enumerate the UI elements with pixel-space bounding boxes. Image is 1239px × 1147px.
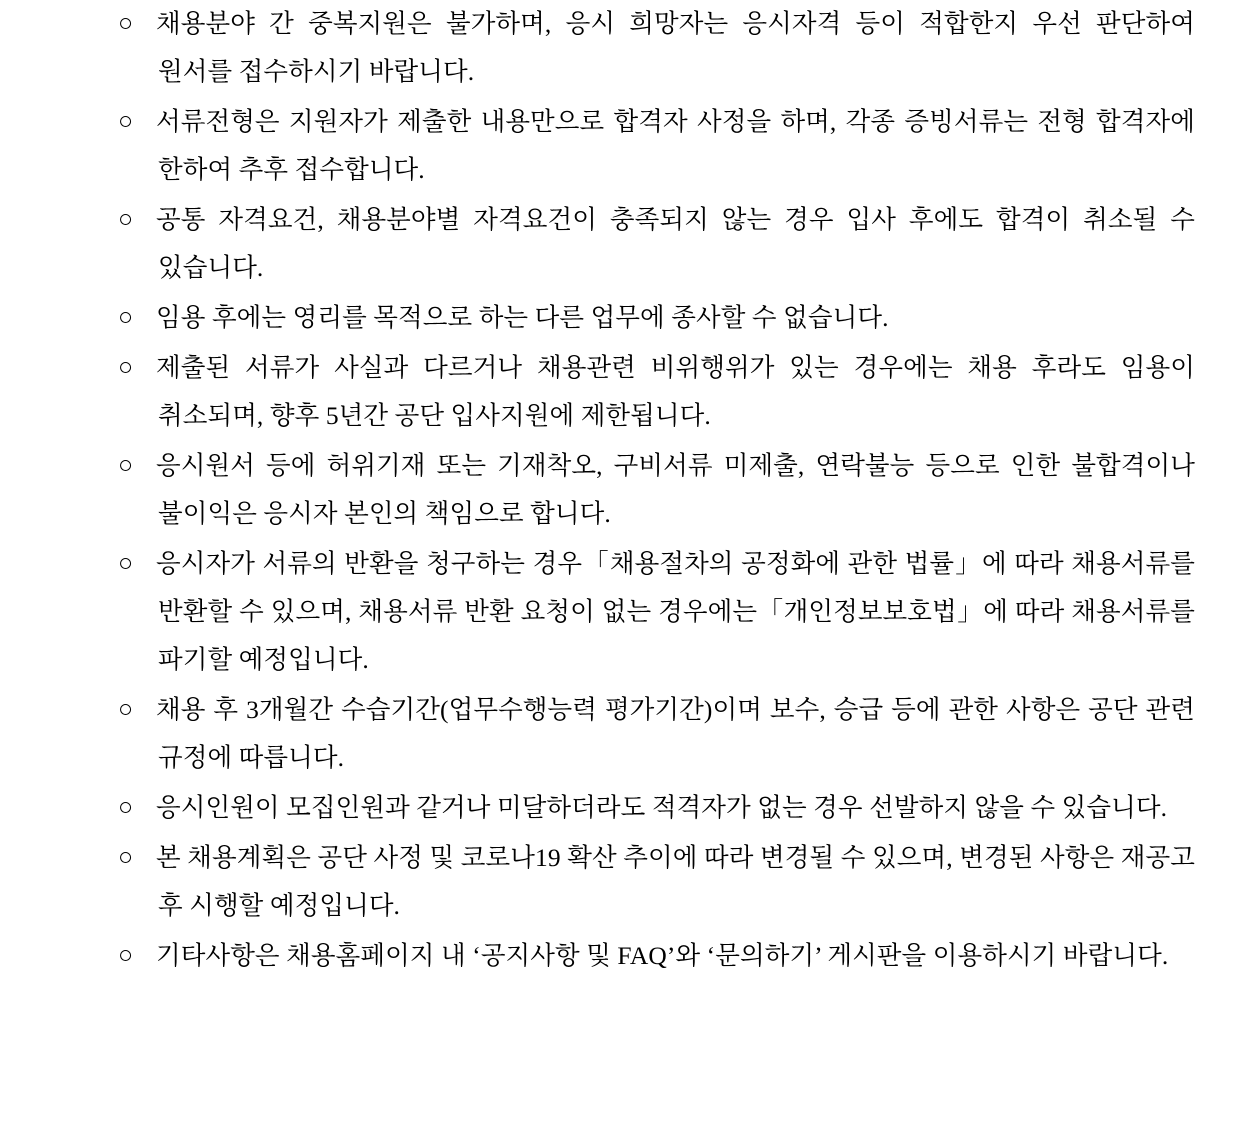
circle-bullet-icon: ○ bbox=[118, 794, 134, 821]
notice-text: 기타사항은 채용홈페이지 내 ‘공지사항 및 FAQ’와 ‘문의하기’ 게시판을 이용하시기 바랍니다. bbox=[156, 941, 1169, 970]
circle-bullet-icon: ○ bbox=[118, 206, 134, 233]
notice-text: 제출된 서류가 사실과 다르거나 채용관련 비위행위가 있는 경우에는 채용 후라도 임용이 취소되며, 향후 5년간 공단 입사지원에 제한됩니다. bbox=[156, 353, 1195, 430]
circle-bullet-icon: ○ bbox=[118, 550, 134, 577]
list-item bbox=[118, 540, 1199, 684]
circle-bullet-icon: ○ bbox=[118, 844, 134, 871]
circle-bullet-icon: ○ bbox=[118, 452, 134, 479]
list-item bbox=[118, 932, 1199, 980]
notice-text: 응시인원이 모집인원과 같거나 미달하더라도 적격자가 없는 경우 선발하지 않을 수 있습니다. bbox=[156, 793, 1168, 822]
list-item bbox=[118, 834, 1199, 930]
list-item bbox=[118, 784, 1199, 832]
circle-bullet-icon: ○ bbox=[118, 108, 134, 135]
notice-text: 공통 자격요건, 채용분야별 자격요건이 충족되지 않는 경우 입사 후에도 합격이 취소될 수 있습니다. bbox=[156, 205, 1195, 282]
list-item bbox=[118, 294, 1199, 342]
circle-bullet-icon: ○ bbox=[118, 942, 134, 969]
list-item bbox=[118, 442, 1199, 538]
notice-text: 서류전형은 지원자가 제출한 내용만으로 합격자 사정을 하며, 각종 증빙서류는 전형 합격자에 한하여 추후 접수합니다. bbox=[156, 107, 1195, 184]
notice-text: 채용 후 3개월간 수습기간(업무수행능력 평가기간)이며 보수, 승급 등에 관한 사항은 공단 관련 규정에 따릅니다. bbox=[156, 695, 1195, 772]
notice-text: 채용분야 간 중복지원은 불가하며, 응시 희망자는 응시자격 등이 적합한지 우선 판단하여 원서를 접수하시기 바랍니다. bbox=[156, 9, 1195, 86]
list-item bbox=[118, 98, 1199, 194]
notice-text: 응시원서 등에 허위기재 또는 기재착오, 구비서류 미제출, 연락불능 등으로 인한 불합격이나 불이익은 응시자 본인의 책임으로 합니다. bbox=[156, 451, 1195, 528]
circle-bullet-icon: ○ bbox=[118, 354, 134, 381]
notice-text: 임용 후에는 영리를 목적으로 하는 다른 업무에 종사할 수 없습니다. bbox=[156, 303, 889, 332]
list-item bbox=[118, 0, 1199, 96]
circle-bullet-icon: ○ bbox=[118, 304, 134, 331]
list-item bbox=[118, 196, 1199, 292]
circle-bullet-icon: ○ bbox=[118, 696, 134, 723]
list-item bbox=[118, 686, 1199, 782]
list-item bbox=[118, 344, 1199, 440]
notice-text: 본 채용계획은 공단 사정 및 코로나19 확산 추이에 따라 변경될 수 있으며, 변경된 사항은 재공고 후 시행할 예정입니다. bbox=[156, 843, 1195, 920]
notice-text: 응시자가 서류의 반환을 청구하는 경우「채용절차의 공정화에 관한 법률」에 따라 채용서류를 반환할 수 있으며, 채용서류 반환 요청이 없는 경우에는「개인정보보호법」에 따라 채용서류를 파기할 예정입니다. bbox=[156, 549, 1195, 674]
circle-bullet-icon: ○ bbox=[118, 10, 134, 37]
notice-list bbox=[118, 0, 1199, 980]
